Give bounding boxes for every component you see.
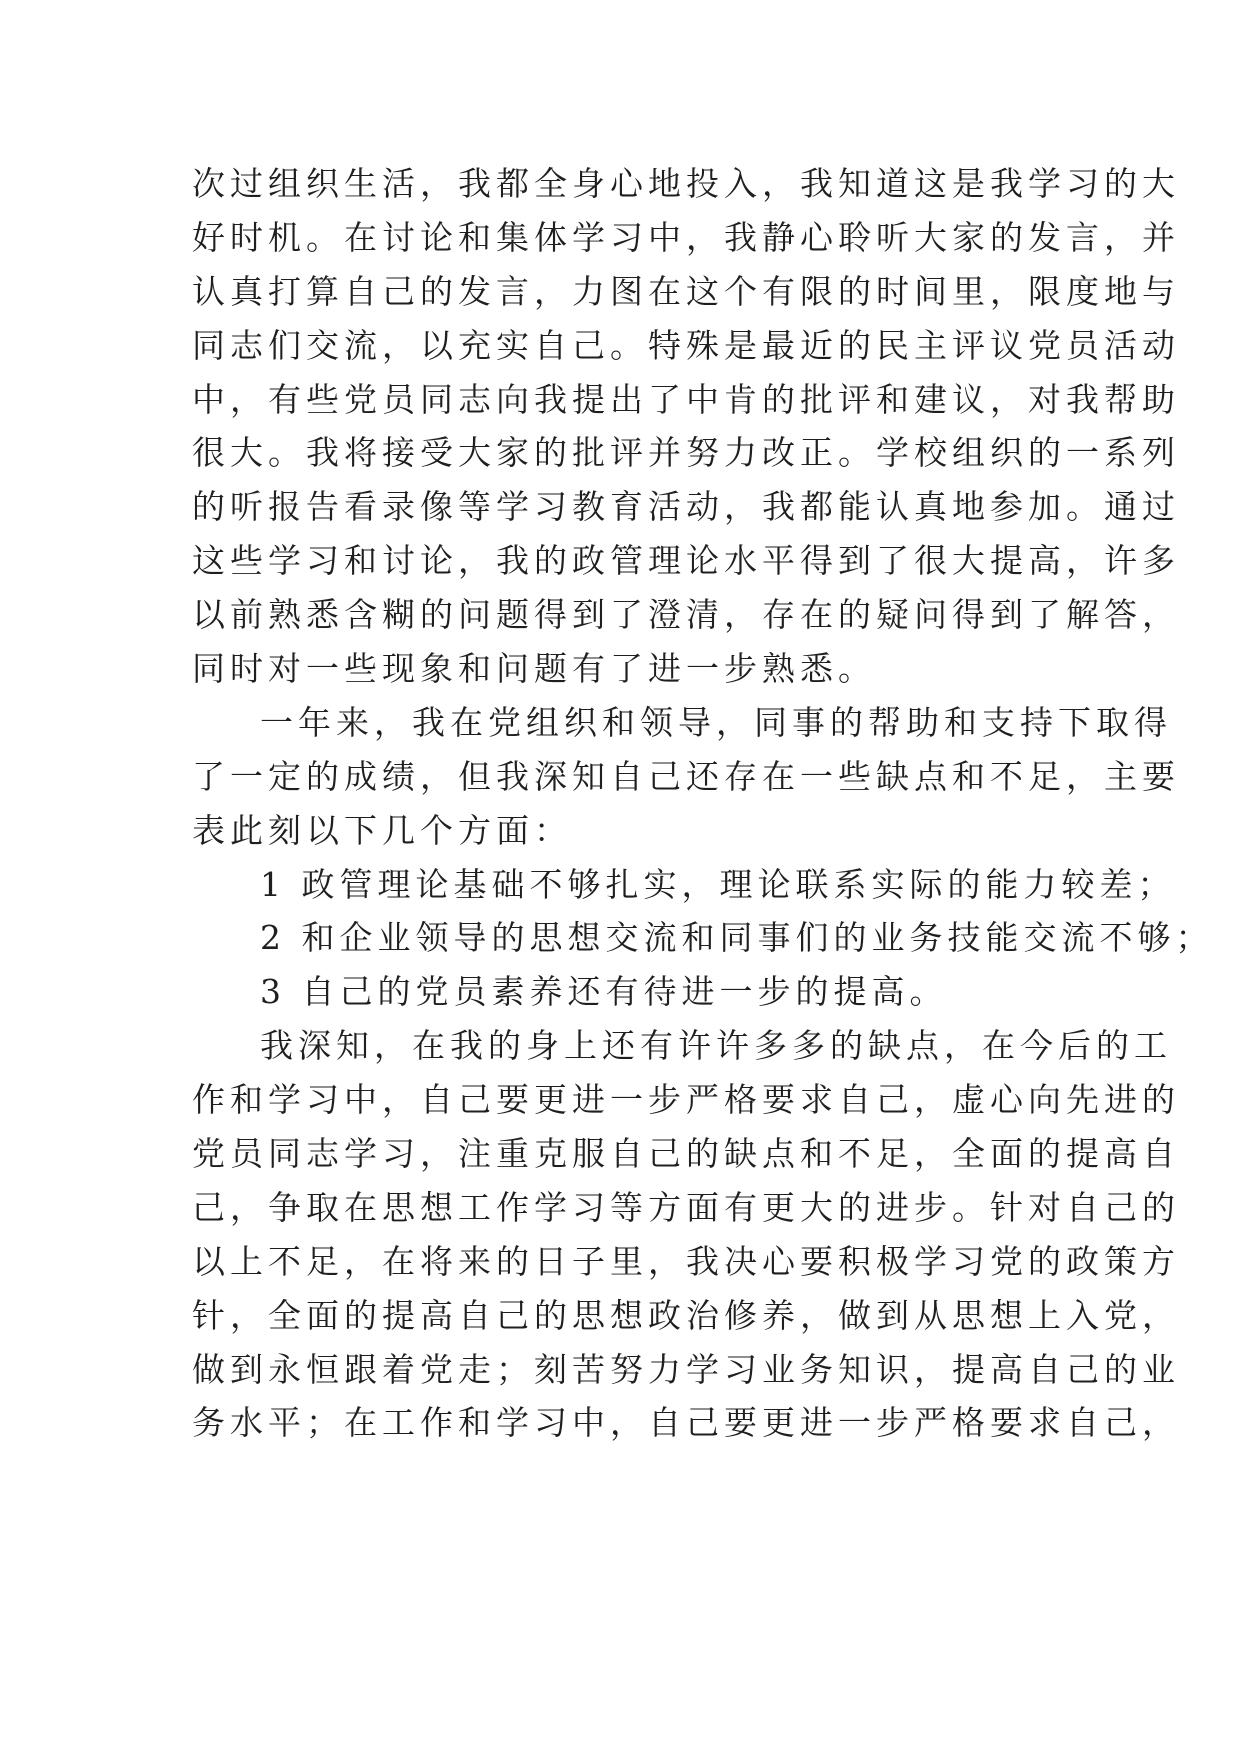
text-line: 好时机。在讨论和集体学习中，我静心聆听大家的发言，并 [192,217,1180,257]
list-item: 3 自己的党员素养还有待进一步的提高。 [260,972,948,1012]
text-line: 作和学习中，自己要更进一步严格要求自己，虚心向先进的 [192,1080,1180,1120]
text-line: 同时对一些现象和问题有了进一步熟悉。 [192,649,876,689]
text-line: 务水平；在工作和学习中，自己要更进一步严格要求自己， [192,1403,1180,1443]
text-line: 的听报告看录像等学习教育活动，我都能认真地参加。通过 [192,487,1180,527]
document-body [192,157,1214,1450]
text-line: 了一定的成绩，但我深知自己还存在一些缺点和不足，主要 [192,756,1180,796]
text-line: 以上不足，在将来的日子里，我决心要积极学习党的政策方 [192,1241,1180,1281]
text-line: 己，争取在思想工作学习等方面有更大的进步。针对自己的 [192,1187,1180,1227]
paragraph-first-line: 一年来，我在党组织和领导，同事的帮助和支持下取得 [260,702,1172,742]
text-line: 中，有些党员同志向我提出了中肯的批评和建议，对我帮助 [192,379,1180,419]
text-line: 很大。我将接受大家的批评并努力改正。学校组织的一系列 [192,433,1180,473]
paragraph-first-line: 我深知，在我的身上还有许许多多的缺点，在今后的工 [260,1026,1172,1066]
text-line: 做到永恒跟着党走；刻苦努力学习业务知识，提高自己的业 [192,1349,1180,1389]
text-line: 表此刻以下几个方面： [192,810,572,850]
list-item: 2 和企业领导的思想交流和同事们的业务技能交流不够； [260,918,1214,958]
text-line: 次过组织生活，我都全身心地投入，我知道这是我学习的大 [192,164,1180,203]
text-line: 以前熟悉含糊的问题得到了澄清，存在的疑问得到了解答， [192,595,1180,635]
text-line: 认真打算自己的发言，力图在这个有限的时间里，限度地与 [192,271,1180,311]
list-item: 1 政管理论基础不够扎实，理论联系实际的能力较差； [260,864,1176,904]
text-line: 党员同志学习，注重克服自己的缺点和不足，全面的提高自 [192,1134,1180,1174]
text-line: 针，全面的提高自己的思想政治修养，做到从思想上入党， [192,1295,1180,1335]
text-line: 这些学习和讨论，我的政管理论水平得到了很大提高，许多 [192,541,1180,581]
text-line: 同志们交流，以充实自己。特殊是最近的民主评议党员活动 [192,325,1180,365]
